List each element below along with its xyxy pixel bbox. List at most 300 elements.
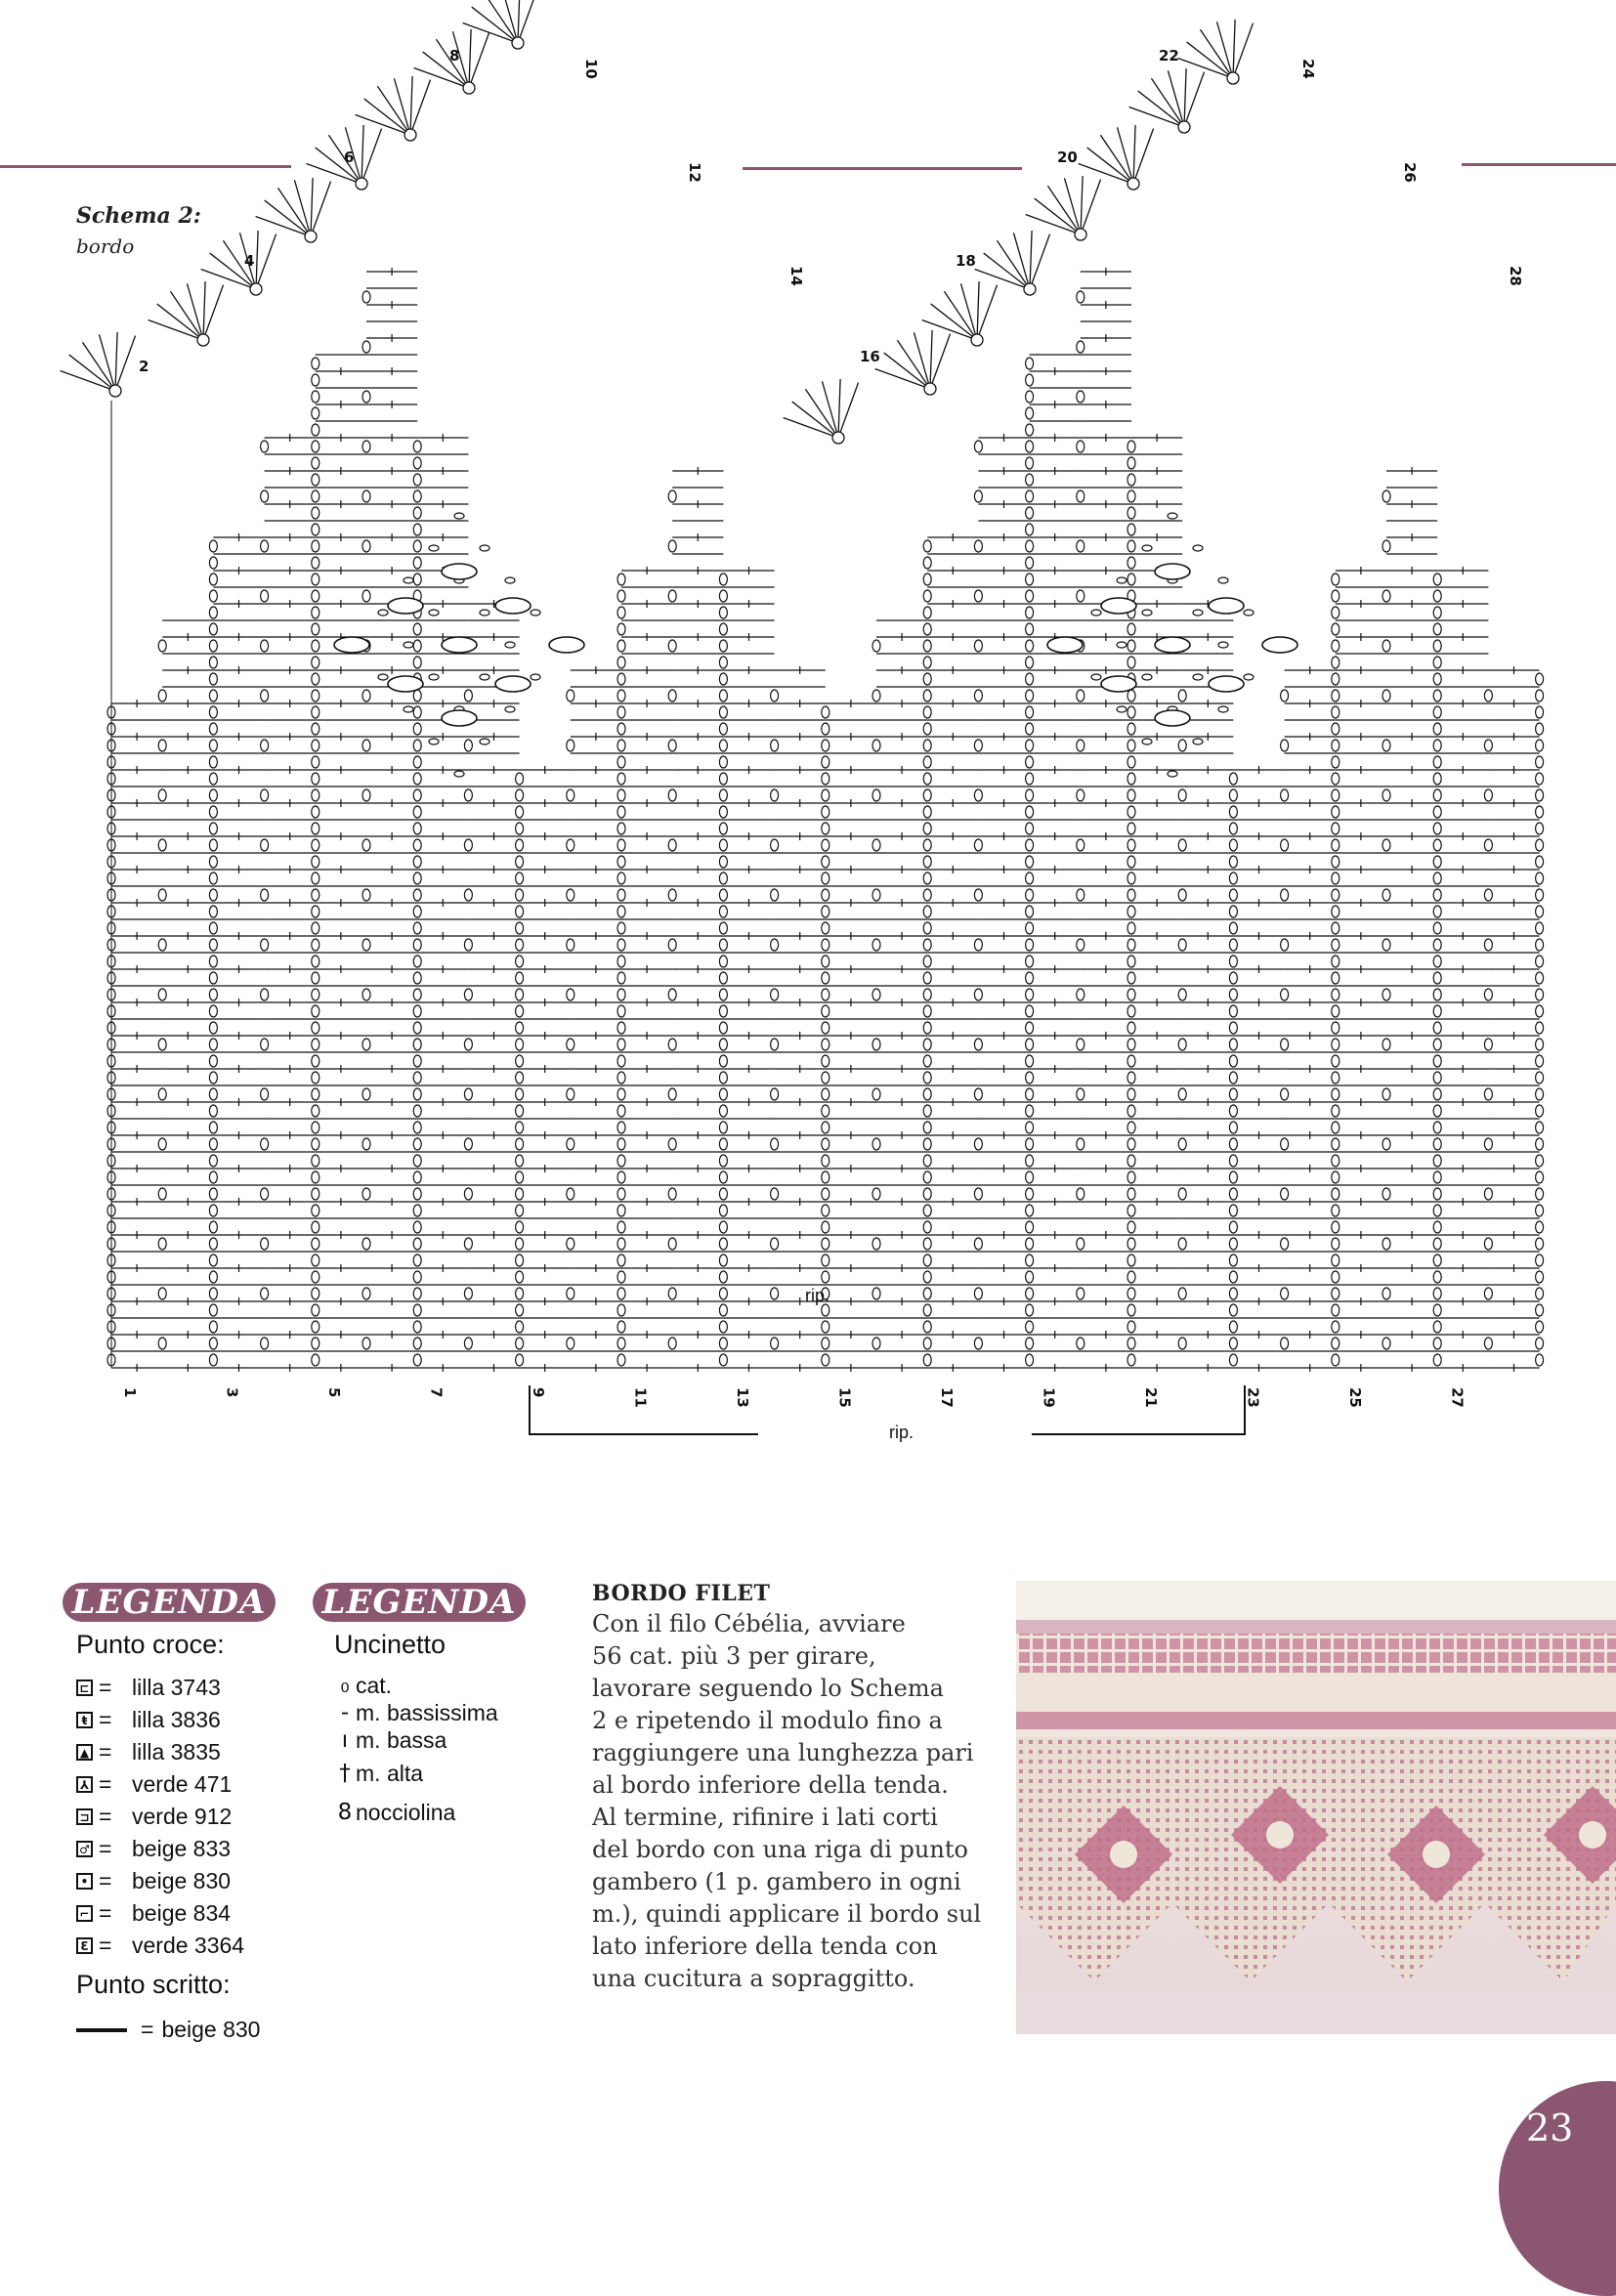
chain-stitch bbox=[923, 1039, 931, 1050]
chain-stitch bbox=[617, 1072, 625, 1084]
chain-stitch bbox=[1127, 872, 1135, 884]
chain-stitch bbox=[617, 1304, 625, 1316]
chain-stitch bbox=[531, 610, 540, 616]
chain-stitch bbox=[1382, 789, 1390, 801]
chain-stitch bbox=[1536, 1022, 1544, 1034]
chain-stitch bbox=[1026, 1288, 1034, 1299]
chain-stitch bbox=[617, 906, 625, 917]
chain-stitch bbox=[668, 839, 676, 851]
chain-stitch bbox=[1433, 1072, 1441, 1084]
legend-item bbox=[76, 1801, 301, 1833]
chain-stitch bbox=[1382, 1088, 1390, 1100]
chain-stitch bbox=[1332, 773, 1340, 785]
chain-stitch bbox=[261, 1238, 269, 1250]
chain-stitch bbox=[413, 507, 421, 519]
chain-stitch bbox=[1026, 424, 1034, 436]
chain-stitch bbox=[362, 939, 370, 951]
chain-stitch bbox=[1229, 1122, 1237, 1133]
chain-stitch bbox=[822, 872, 829, 884]
chain-stitch bbox=[1484, 690, 1492, 702]
chain-stitch bbox=[209, 590, 217, 602]
chain-stitch bbox=[413, 872, 421, 884]
chain-stitch bbox=[312, 1072, 319, 1084]
chain-stitch bbox=[312, 823, 319, 834]
chain-stitch bbox=[505, 706, 515, 712]
chain-stitch bbox=[1077, 1238, 1084, 1250]
chain-stitch bbox=[974, 740, 982, 751]
chain-stitch bbox=[1077, 1039, 1084, 1050]
chain-stitch bbox=[1026, 407, 1034, 419]
chain-stitch bbox=[923, 989, 931, 1000]
chain-stitch bbox=[1193, 610, 1203, 616]
chain-stitch bbox=[1077, 989, 1084, 1000]
chain-stitch bbox=[617, 872, 625, 884]
chain-stitch bbox=[1332, 1205, 1340, 1216]
bordo-line: Con il filo Cébélia, avviare bbox=[592, 1610, 906, 1637]
chain-stitch bbox=[209, 1205, 217, 1216]
chain-stitch bbox=[822, 1039, 829, 1050]
chain-stitch bbox=[516, 789, 524, 801]
chain-stitch bbox=[822, 1138, 829, 1150]
chain-stitch bbox=[719, 657, 727, 668]
chain-stitch bbox=[1433, 657, 1441, 668]
chain-stitch bbox=[516, 956, 524, 967]
schema-subtitle: bordo bbox=[76, 234, 135, 258]
chain-stitch bbox=[1026, 1271, 1034, 1283]
chain-stitch bbox=[771, 889, 779, 901]
chain-stitch bbox=[312, 1321, 319, 1333]
chain-stitch bbox=[209, 1072, 217, 1084]
chain-stitch bbox=[1026, 1205, 1034, 1216]
chain-stitch bbox=[413, 1271, 421, 1283]
row-number-label: 13 bbox=[734, 1387, 751, 1408]
fan-stitch bbox=[187, 283, 203, 340]
chain-stitch bbox=[1382, 740, 1390, 751]
chain-stitch bbox=[413, 1122, 421, 1133]
chain-stitch bbox=[464, 1039, 472, 1050]
chain-stitch bbox=[1178, 121, 1190, 133]
chain-stitch bbox=[567, 690, 574, 702]
chain-stitch bbox=[1077, 441, 1084, 452]
chain-stitch bbox=[1229, 1072, 1237, 1084]
chain-stitch bbox=[1127, 773, 1135, 785]
chain-stitch bbox=[362, 1288, 370, 1299]
fan-stitch bbox=[1117, 127, 1133, 184]
fan-stitch bbox=[1081, 180, 1101, 234]
chain-stitch bbox=[1127, 922, 1135, 934]
chain-stitch bbox=[1433, 939, 1441, 951]
row-number-label: 14 bbox=[787, 266, 805, 286]
chain-stitch bbox=[413, 1221, 421, 1233]
chain-stitch bbox=[312, 889, 319, 901]
chain-stitch bbox=[872, 1039, 880, 1050]
chain-stitch bbox=[312, 1288, 319, 1299]
chain-stitch bbox=[1026, 1304, 1034, 1316]
chain-stitch bbox=[1077, 740, 1084, 751]
chain-stitch bbox=[1382, 1039, 1390, 1050]
chain-stitch bbox=[1332, 856, 1340, 868]
chain-stitch bbox=[832, 432, 844, 444]
chain-stitch bbox=[312, 623, 319, 635]
chain-stitch bbox=[312, 806, 319, 818]
chain-stitch bbox=[822, 972, 829, 984]
chain-stitch bbox=[1026, 1171, 1034, 1183]
chain-stitch bbox=[1229, 823, 1237, 834]
chain-stitch bbox=[617, 789, 625, 801]
chain-stitch bbox=[261, 690, 269, 702]
chain-stitch bbox=[516, 939, 524, 951]
chain-stitch bbox=[822, 989, 829, 1000]
chain-stitch bbox=[617, 657, 625, 668]
chain-stitch bbox=[1229, 1088, 1237, 1100]
chain-stitch bbox=[312, 756, 319, 768]
fan-stitch bbox=[1026, 214, 1081, 234]
chain-stitch bbox=[1332, 1122, 1340, 1133]
fan-stitch bbox=[838, 383, 859, 438]
legend-title-punto-croce: LEGENDA bbox=[63, 1583, 276, 1622]
chain-stitch bbox=[158, 989, 166, 1000]
chain-stitch bbox=[413, 1354, 421, 1366]
chain-stitch bbox=[1536, 1171, 1544, 1183]
chain-stitch bbox=[1433, 956, 1441, 967]
chain-stitch bbox=[158, 1238, 166, 1250]
nocciolina-stitch bbox=[495, 598, 531, 614]
bordo-line: lavorare seguendo lo Schema bbox=[592, 1675, 944, 1702]
chain-stitch bbox=[923, 806, 931, 818]
chain-stitch bbox=[1433, 1288, 1441, 1299]
chain-stitch bbox=[923, 1122, 931, 1133]
chain-stitch bbox=[312, 524, 319, 535]
chain-stitch bbox=[1127, 823, 1135, 834]
chain-stitch bbox=[1332, 590, 1340, 602]
chain-stitch bbox=[516, 989, 524, 1000]
chain-stitch bbox=[464, 740, 472, 751]
chain-stitch bbox=[261, 540, 269, 552]
chain-stitch bbox=[1026, 989, 1034, 1000]
chain-stitch bbox=[923, 939, 931, 951]
page-number: 23 bbox=[1526, 2106, 1574, 2149]
chain-stitch bbox=[719, 690, 727, 702]
chain-stitch bbox=[1117, 706, 1127, 712]
chain-stitch bbox=[1127, 623, 1135, 635]
chain-stitch bbox=[1332, 922, 1340, 934]
chain-stitch bbox=[516, 1304, 524, 1316]
chain-stitch bbox=[923, 1221, 931, 1233]
chain-stitch bbox=[464, 1238, 472, 1250]
chain-stitch bbox=[1127, 1072, 1135, 1084]
chain-stitch bbox=[158, 789, 166, 801]
chain-stitch bbox=[617, 889, 625, 901]
chain-stitch bbox=[312, 1122, 319, 1133]
legend-eq: = bbox=[99, 1771, 112, 1797]
chain-stitch bbox=[480, 739, 489, 744]
chain-stitch bbox=[158, 1088, 166, 1100]
chain-stitch bbox=[362, 490, 370, 502]
chain-stitch bbox=[1433, 1055, 1441, 1067]
chain-stitch bbox=[1433, 839, 1441, 851]
chain-stitch bbox=[923, 574, 931, 585]
chain-stitch bbox=[872, 1338, 880, 1349]
chain-stitch bbox=[1026, 1005, 1034, 1017]
legend-item bbox=[334, 1699, 569, 1726]
fan-stitch bbox=[944, 291, 977, 340]
chain-stitch bbox=[413, 1321, 421, 1333]
chain-stitch bbox=[771, 1188, 779, 1200]
chain-stitch bbox=[923, 1005, 931, 1017]
chain-stitch bbox=[1168, 771, 1177, 777]
chain-stitch bbox=[719, 773, 727, 785]
chain-stitch bbox=[209, 1288, 217, 1299]
chain-stitch bbox=[617, 1238, 625, 1250]
legend-label: m. bassissima bbox=[356, 1699, 498, 1725]
chain-stitch bbox=[312, 1238, 319, 1250]
chain-stitch bbox=[923, 1171, 931, 1183]
chain-stitch bbox=[516, 922, 524, 934]
chain-stitch bbox=[822, 1055, 829, 1067]
chain-stitch bbox=[1178, 1338, 1186, 1349]
chain-stitch bbox=[1484, 1088, 1492, 1100]
chain-stitch bbox=[312, 407, 319, 419]
nocciolina-stitch bbox=[1155, 637, 1190, 653]
chain-stitch bbox=[668, 1088, 676, 1100]
chain-stitch bbox=[209, 657, 217, 668]
chain-stitch bbox=[771, 1238, 779, 1250]
chain-stitch bbox=[209, 623, 217, 635]
chain-stitch bbox=[617, 1005, 625, 1017]
legend-eq: = bbox=[99, 1868, 112, 1893]
chain-stitch bbox=[209, 1238, 217, 1250]
chain-stitch bbox=[312, 1088, 319, 1100]
chain-stitch bbox=[1536, 889, 1544, 901]
fan-stitch bbox=[410, 80, 431, 135]
chain-stitch bbox=[974, 1338, 982, 1349]
chain-stitch bbox=[1433, 607, 1441, 618]
chain-stitch bbox=[617, 740, 625, 751]
chain-stitch bbox=[312, 590, 319, 602]
chain-stitch bbox=[261, 1039, 269, 1050]
chain-stitch bbox=[719, 623, 727, 635]
chain-stitch bbox=[209, 773, 217, 785]
chain-stitch bbox=[1281, 789, 1289, 801]
fan-stitch bbox=[69, 355, 115, 391]
chain-stitch bbox=[1026, 657, 1034, 668]
chain-stitch bbox=[923, 1105, 931, 1117]
chain-stitch bbox=[1536, 1254, 1544, 1266]
chain-stitch bbox=[1026, 856, 1034, 868]
chain-stitch bbox=[1484, 1039, 1492, 1050]
chain-stitch bbox=[719, 1105, 727, 1117]
fan-stitch bbox=[875, 368, 930, 389]
row-number-label: 5 bbox=[325, 1387, 343, 1398]
chain-stitch bbox=[1026, 640, 1034, 652]
chain-stitch bbox=[209, 889, 217, 901]
chain-stitch bbox=[1332, 789, 1340, 801]
chain-stitch bbox=[312, 1022, 319, 1034]
chain-stitch bbox=[1332, 823, 1340, 834]
bordo-line: una cucitura a sopraggitto. bbox=[592, 1965, 915, 1992]
chain-stitch bbox=[413, 889, 421, 901]
fan-stitch bbox=[930, 330, 932, 389]
chain-stitch bbox=[1281, 690, 1289, 702]
chain-stitch bbox=[1433, 706, 1441, 718]
chain-stitch bbox=[771, 939, 779, 951]
chain-stitch bbox=[719, 1088, 727, 1100]
chain-stitch bbox=[413, 1288, 421, 1299]
chain-stitch bbox=[668, 1188, 676, 1200]
chain-stitch bbox=[923, 1354, 931, 1366]
chain-stitch bbox=[516, 1221, 524, 1233]
chain-stitch bbox=[1026, 1338, 1034, 1349]
chain-stitch bbox=[1484, 1138, 1492, 1150]
chain-stitch bbox=[1332, 690, 1340, 702]
legend-uncinetto bbox=[334, 1630, 569, 1832]
chain-stitch bbox=[1332, 1271, 1340, 1283]
chain-stitch bbox=[1332, 989, 1340, 1000]
chain-stitch bbox=[872, 839, 880, 851]
chain-stitch bbox=[1026, 1188, 1034, 1200]
legend-scritto-row bbox=[76, 2014, 301, 2046]
fan-stitch bbox=[414, 67, 469, 88]
fan-stitch bbox=[1168, 70, 1184, 127]
chain-stitch bbox=[923, 1022, 931, 1034]
chain-stitch bbox=[413, 856, 421, 868]
chain-stitch bbox=[1077, 889, 1084, 901]
chain-stitch bbox=[923, 673, 931, 685]
chain-stitch bbox=[974, 1138, 982, 1150]
chain-stitch bbox=[516, 972, 524, 984]
chain-stitch bbox=[617, 1321, 625, 1333]
fan-stitch bbox=[157, 304, 203, 340]
chain-stitch bbox=[1332, 1338, 1340, 1349]
chain-stitch bbox=[1281, 740, 1289, 751]
chain-stitch bbox=[516, 839, 524, 851]
chain-stitch bbox=[1536, 789, 1544, 801]
chain-stitch bbox=[923, 889, 931, 901]
chain-stitch bbox=[1332, 1238, 1340, 1250]
chain-stitch bbox=[209, 1271, 217, 1283]
chain-stitch bbox=[1127, 574, 1135, 585]
legend-item bbox=[76, 1736, 301, 1768]
chain-stitch bbox=[974, 441, 982, 452]
fan-stitch bbox=[1184, 72, 1205, 127]
chain-stitch bbox=[1229, 1221, 1237, 1233]
chain-stitch bbox=[413, 839, 421, 851]
chain-stitch bbox=[362, 1238, 370, 1250]
chain-stitch bbox=[209, 856, 217, 868]
legend-items bbox=[76, 1672, 301, 1962]
chain-stitch bbox=[872, 939, 880, 951]
chain-stitch bbox=[1536, 956, 1544, 967]
chain-stitch bbox=[1229, 1105, 1237, 1117]
chain-stitch bbox=[464, 1088, 472, 1100]
chain-stitch bbox=[1229, 1354, 1237, 1366]
chain-stitch bbox=[1127, 1022, 1135, 1034]
chain-stitch bbox=[1281, 989, 1289, 1000]
chain-stitch bbox=[1127, 806, 1135, 818]
chain-stitch bbox=[719, 1271, 727, 1283]
chain-stitch bbox=[312, 673, 319, 685]
chain-stitch bbox=[261, 1338, 269, 1349]
chain-stitch bbox=[872, 1188, 880, 1200]
chain-stitch bbox=[516, 906, 524, 917]
chain-stitch bbox=[1281, 1088, 1289, 1100]
chain-stitch bbox=[1026, 972, 1034, 984]
chain-stitch bbox=[312, 1171, 319, 1183]
chain-stitch bbox=[1332, 1055, 1340, 1067]
chain-stitch bbox=[923, 723, 931, 735]
chain-stitch bbox=[1193, 674, 1203, 680]
chain-stitch bbox=[362, 740, 370, 751]
chain-stitch bbox=[1127, 1188, 1135, 1200]
chain-stitch bbox=[1281, 1238, 1289, 1250]
chain-stitch bbox=[923, 1155, 931, 1167]
chain-stitch bbox=[516, 1138, 524, 1150]
row-number-label: 16 bbox=[860, 348, 880, 365]
chain-stitch bbox=[923, 1188, 931, 1200]
chain-stitch bbox=[1433, 723, 1441, 735]
chain-stitch bbox=[1536, 989, 1544, 1000]
chain-stitch bbox=[1281, 1039, 1289, 1050]
chain-stitch bbox=[516, 1338, 524, 1349]
chain-stitch bbox=[362, 391, 370, 403]
chain-stitch bbox=[1484, 1188, 1492, 1200]
chain-stitch bbox=[1332, 574, 1340, 585]
chain-stitch bbox=[362, 441, 370, 452]
chain-stitch bbox=[719, 1138, 727, 1150]
chain-stitch bbox=[974, 1088, 982, 1100]
chain-stitch bbox=[1382, 1288, 1390, 1299]
chain-stitch bbox=[617, 640, 625, 652]
chain-stitch bbox=[1536, 1338, 1544, 1349]
chain-stitch bbox=[822, 1221, 829, 1233]
legend-label: nocciolina bbox=[356, 1799, 456, 1825]
chain-stitch bbox=[312, 540, 319, 552]
chain-stitch bbox=[1127, 906, 1135, 917]
chain-stitch bbox=[771, 989, 779, 1000]
chain-stitch bbox=[719, 673, 727, 685]
chain-stitch bbox=[1433, 789, 1441, 801]
chain-stitch bbox=[1536, 690, 1544, 702]
chain-stitch bbox=[516, 872, 524, 884]
chain-stitch bbox=[1077, 1188, 1084, 1200]
nocciolina-stitch bbox=[1262, 637, 1297, 653]
row-number-label: 8 bbox=[449, 47, 460, 64]
chain-stitch bbox=[1332, 1072, 1340, 1084]
chain-stitch bbox=[1332, 839, 1340, 851]
chain-stitch bbox=[872, 789, 880, 801]
chain-stitch bbox=[617, 1205, 625, 1216]
chain-stitch bbox=[1229, 1055, 1237, 1067]
chain-stitch bbox=[312, 1138, 319, 1150]
chain-stitch bbox=[1127, 1138, 1135, 1150]
chain-stitch bbox=[1229, 1039, 1237, 1050]
fan-stitch bbox=[1013, 233, 1030, 289]
chain-stitch bbox=[1127, 723, 1135, 735]
chain-stitch bbox=[261, 839, 269, 851]
chain-stitch bbox=[617, 1055, 625, 1067]
chain-stitch bbox=[1382, 690, 1390, 702]
fan-stitch bbox=[203, 281, 205, 340]
chain-stitch bbox=[1142, 545, 1152, 551]
fan-stitch bbox=[1138, 91, 1184, 127]
chain-stitch bbox=[1026, 391, 1034, 403]
chain-stitch bbox=[923, 1205, 931, 1216]
chain-stitch bbox=[312, 740, 319, 751]
chain-stitch bbox=[719, 740, 727, 751]
chain-stitch bbox=[923, 690, 931, 702]
legend-label: lilla 3836 bbox=[132, 1707, 221, 1732]
chain-stitch bbox=[404, 577, 413, 583]
